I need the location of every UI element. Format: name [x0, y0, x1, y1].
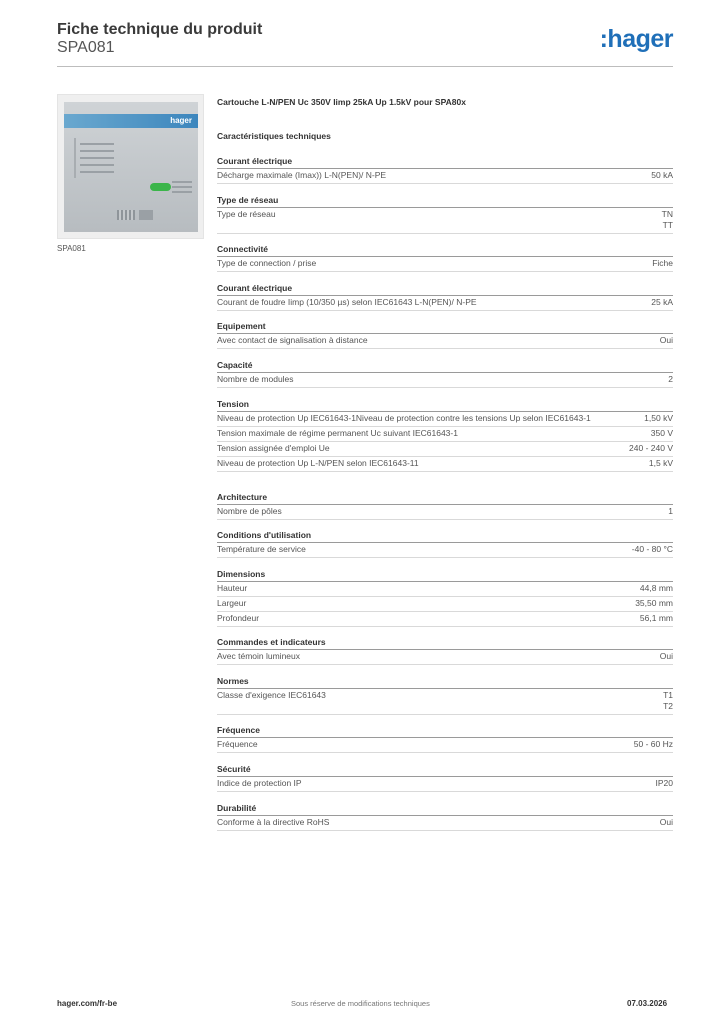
- spec-group-title: Conditions d'utilisation: [217, 528, 673, 543]
- device-grille: [117, 210, 135, 220]
- spec-label: Tension assignée d'emploi Ue: [217, 443, 330, 453]
- spec-group: [217, 762, 673, 792]
- spec-row: [217, 543, 673, 558]
- device-brand-mark: hager: [170, 116, 192, 125]
- spec-group: [217, 154, 673, 184]
- spec-group: [217, 397, 673, 472]
- spec-row: [217, 257, 673, 272]
- spec-group: [217, 193, 673, 234]
- spec-row: [217, 427, 673, 442]
- spec-label: Largeur: [217, 598, 247, 608]
- spec-row: [217, 689, 673, 715]
- spec-row: [217, 505, 673, 520]
- spec-row: [217, 582, 673, 597]
- spec-label: Niveau de protection Up L-N/PEN selon IEC61643-11: [217, 458, 419, 468]
- spec-label: Hauteur: [217, 583, 248, 593]
- device-certification-mark: [139, 210, 153, 220]
- spec-group: [217, 567, 673, 627]
- device-status-indicator: [150, 183, 171, 191]
- hager-logo: :hager: [599, 25, 673, 53]
- spec-value: 50 kA: [651, 170, 673, 180]
- spec-value: 25 kA: [651, 297, 673, 307]
- footer-website: hager.com/fr-be: [57, 999, 118, 1008]
- spec-group-title: Commandes et indicateurs: [217, 635, 673, 650]
- spec-value: 44,8 mm: [639, 583, 673, 593]
- spec-value: 1,50 kV: [644, 413, 673, 423]
- spec-row: [217, 597, 673, 612]
- spec-label: Fréquence: [217, 739, 258, 749]
- spec-group-title: Normes: [217, 674, 673, 689]
- spec-label: Nombre de pôles: [217, 506, 282, 516]
- spec-value: Oui: [659, 335, 673, 345]
- footer-date: 07.03.2026: [627, 999, 668, 1008]
- spec-value: 2: [668, 374, 673, 384]
- spec-row: [217, 612, 673, 627]
- spec-row: [217, 442, 673, 457]
- specs-section-title: Caractéristiques techniques: [217, 131, 331, 141]
- spec-label: Avec contact de signalisation à distance: [217, 335, 368, 345]
- spec-group: [217, 801, 673, 831]
- spec-value: Oui: [659, 817, 673, 827]
- spec-group-title: Type de réseau: [217, 193, 673, 208]
- spec-value: -40 - 80 °C: [631, 544, 673, 554]
- image-caption: SPA081: [57, 244, 86, 253]
- spec-row: [217, 738, 673, 753]
- spec-value: TN TT: [661, 209, 673, 230]
- spec-group: [217, 528, 673, 558]
- spec-label: Type de connection / prise: [217, 258, 317, 268]
- spec-label: Tension maximale de régime permanent Uc suivant IEC61643-1: [217, 428, 458, 438]
- spec-group: [217, 674, 673, 715]
- spec-group: [217, 242, 673, 272]
- spec-row: [217, 208, 673, 234]
- spec-group: [217, 358, 673, 388]
- spec-value: 240 - 240 V: [629, 443, 673, 453]
- spec-label: Profondeur: [217, 613, 260, 623]
- spec-group-title: Courant électrique: [217, 154, 673, 169]
- spec-group: [217, 319, 673, 349]
- spec-label: Décharge maximale (Imax)) L-N(PEN)/ N-PE: [217, 170, 387, 180]
- spec-value: 35,50 mm: [635, 598, 673, 608]
- spec-label: Courant de foudre Iimp (10/350 µs) selon IEC61643 L-N(PEN)/ N-PE: [217, 297, 477, 307]
- footer-notice: Sous réserve de modifications techniques: [291, 999, 430, 1008]
- spec-group-title: Fréquence: [217, 723, 673, 738]
- spec-value: Oui: [659, 651, 673, 661]
- spec-row: [217, 777, 673, 792]
- product-image: [57, 94, 204, 239]
- spec-value: 1,5 kV: [648, 458, 673, 468]
- page-header: [57, 21, 673, 67]
- spec-label: Type de réseau: [217, 209, 276, 219]
- spec-label: Classe d'exigence IEC61643: [217, 690, 326, 700]
- spec-group: [217, 281, 673, 311]
- device-label-panel: [74, 138, 118, 178]
- spec-row: [217, 334, 673, 349]
- spec-group: [217, 490, 673, 520]
- product-description: Cartouche L-N/PEN Uc 350V Iimp 25kA Up 1.5kV pour SPA80x: [217, 97, 466, 107]
- spec-value: 50 - 60 Hz: [633, 739, 673, 749]
- spec-group-title: Tension: [217, 397, 673, 412]
- spec-value: Fiche: [652, 258, 673, 268]
- spec-value: 350 V: [650, 428, 673, 438]
- spec-group-title: Courant électrique: [217, 281, 673, 296]
- spec-value: 56,1 mm: [639, 613, 673, 623]
- spec-group-title: Architecture: [217, 490, 673, 505]
- spec-group-title: Capacité: [217, 358, 673, 373]
- spec-row: [217, 816, 673, 831]
- surge-cartridge-illustration: [64, 102, 198, 232]
- spec-label: Nombre de modules: [217, 374, 294, 384]
- spec-label: Conforme à la directive RoHS: [217, 817, 330, 827]
- spec-group: [217, 723, 673, 753]
- spec-value: 1: [668, 506, 673, 516]
- spec-row: [217, 373, 673, 388]
- spec-group-title: Durabilité: [217, 801, 673, 816]
- spec-row: [217, 457, 673, 472]
- spec-row: [217, 169, 673, 184]
- document-title: Fiche technique du produit: [57, 21, 263, 38]
- spec-row: [217, 412, 673, 427]
- spec-group: [217, 635, 673, 665]
- spec-row: [217, 650, 673, 665]
- spec-label: Avec témoin lumineux: [217, 651, 300, 661]
- spec-group-title: Sécurité: [217, 762, 673, 777]
- spec-label: Niveau de protection Up IEC61643-1Niveau de protection contre les tensions Up selon IEC61643-1: [217, 413, 591, 423]
- spec-group-title: Connectivité: [217, 242, 673, 257]
- product-reference: SPA081: [57, 39, 115, 56]
- spec-label: Température de service: [217, 544, 306, 554]
- device-side-label: [172, 178, 192, 192]
- spec-label: Indice de protection IP: [217, 778, 302, 788]
- spec-value: T1 T2: [663, 690, 673, 711]
- spec-group-title: Equipement: [217, 319, 673, 334]
- spec-value: IP20: [655, 778, 673, 788]
- spec-row: [217, 296, 673, 311]
- spec-group-title: Dimensions: [217, 567, 673, 582]
